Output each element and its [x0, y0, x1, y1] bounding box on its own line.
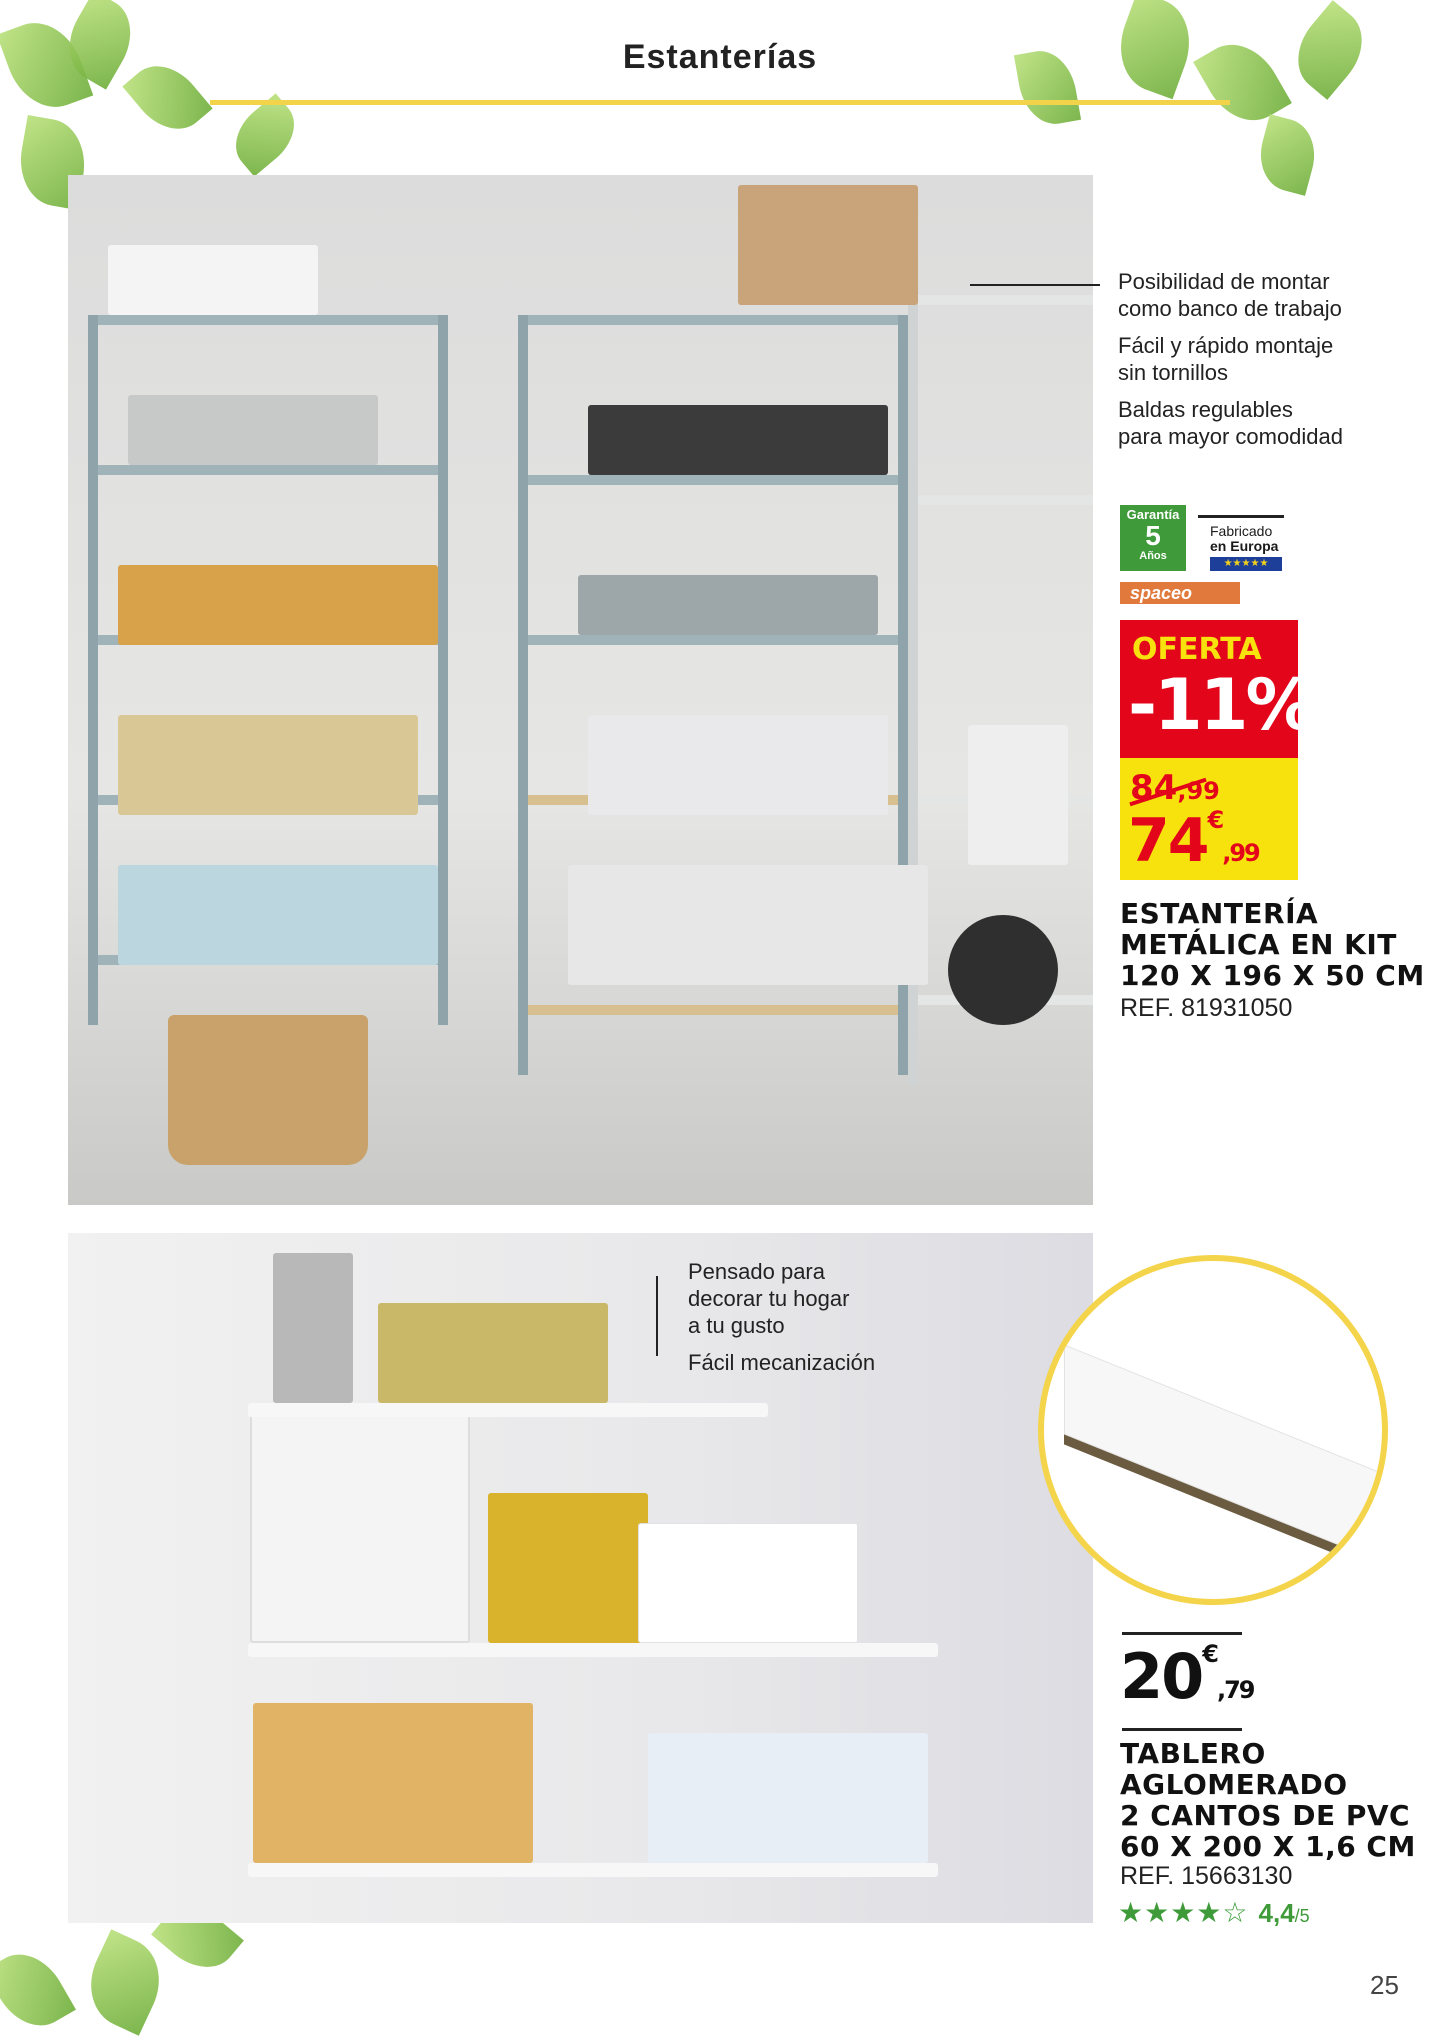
food-cans	[118, 565, 438, 645]
pressure-washer	[968, 725, 1068, 865]
leaf-decoration	[1281, 0, 1378, 100]
feature-item: Baldas regulables para mayor comodidad	[1118, 397, 1344, 449]
header-divider	[210, 100, 1230, 105]
white-shelf	[248, 1403, 768, 1417]
product2-ref: REF. 15663130	[1120, 1862, 1293, 1890]
leaf-decoration	[122, 51, 212, 144]
chipboard-panel	[1064, 1344, 1388, 1567]
storage-tray	[578, 575, 878, 635]
rating-stars-icon: ★★★★☆	[1118, 1897, 1249, 1928]
offer-label: OFERTA	[1132, 632, 1262, 667]
white-shelf	[248, 1643, 938, 1657]
page-number: 25	[1370, 1970, 1399, 2000]
paint-buckets	[568, 865, 928, 985]
offer-badge	[1120, 620, 1313, 880]
shelving-photo	[68, 175, 1093, 1205]
leaf-decoration	[0, 1940, 76, 2039]
cable-reel	[948, 915, 1058, 1025]
eu-flag-icon: ★★★★★	[1210, 557, 1282, 571]
paper-rolls	[638, 1523, 858, 1643]
discount-percent: -11%	[1128, 664, 1313, 746]
product1-features	[1118, 268, 1418, 460]
leaf-decoration	[75, 1929, 174, 2036]
leaf-decoration	[222, 93, 308, 176]
page-title: Estanterías	[622, 38, 818, 76]
old-price: 84,99	[1130, 768, 1220, 808]
feature-item: Posibilidad de montar como banco de trabajo	[1118, 269, 1342, 321]
product1-ref: REF. 81931050	[1120, 994, 1293, 1022]
wine-rack	[250, 1413, 470, 1643]
product1-name: ESTANTERÍA METÁLICA EN KIT 120 X 196 X 50 CM	[1120, 897, 1425, 992]
feature-item: Pensado para decorar tu hogar a tu gusto	[688, 1259, 850, 1338]
product2-features	[688, 1258, 988, 1386]
blender	[273, 1253, 353, 1403]
toolbox	[588, 405, 888, 475]
moving-box	[738, 185, 918, 305]
made-in-europe-badge: Fabricado en Europa ★★★★★	[1198, 515, 1284, 571]
feature-item: Fácil mecanización	[688, 1350, 876, 1375]
oil-bottles	[488, 1493, 648, 1643]
product2-name: TABLERO AGLOMERADO 2 CANTOS DE PVC 60 X 200 X 1,6 CM	[1120, 1737, 1416, 1863]
product2-price: 20€,79	[1120, 1640, 1254, 1713]
kitchen-bowls	[128, 395, 378, 465]
water-bottles	[118, 865, 438, 965]
price-divider	[1122, 1728, 1242, 1731]
food-packages	[118, 715, 418, 815]
guarantee-badge: Garantía 5 Años	[1120, 505, 1186, 571]
price-divider	[1122, 1632, 1242, 1635]
board-product-image	[1038, 1255, 1388, 1605]
paper-towels	[108, 245, 318, 315]
new-price: 74€,99	[1128, 806, 1259, 876]
spaceo-brand-logo: spaceo	[1120, 582, 1240, 604]
white-shelf	[248, 1863, 938, 1877]
page-header	[210, 38, 1230, 77]
jars	[378, 1303, 608, 1403]
leaf-decoration	[1252, 114, 1323, 196]
feature-item: Fácil y rápido montaje sin tornillos	[1118, 333, 1334, 385]
feature-pointer-line	[656, 1276, 658, 1356]
milk-cartons	[648, 1733, 928, 1863]
cereal-boxes	[253, 1703, 533, 1863]
wicker-basket	[168, 1015, 368, 1165]
paint-cans	[588, 715, 888, 815]
product2-rating: ★★★★☆ 4,4/5	[1118, 1897, 1310, 1928]
feature-pointer-line	[970, 284, 1100, 286]
